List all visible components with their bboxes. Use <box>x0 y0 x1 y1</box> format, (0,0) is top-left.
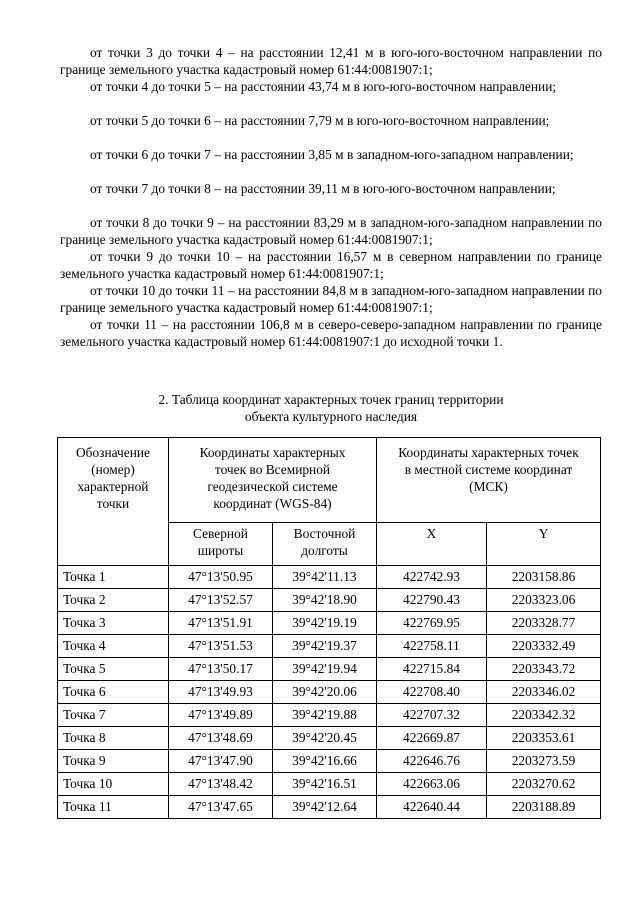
x-cell: 422640.44 <box>377 796 487 819</box>
y-cell: 2203342.32 <box>487 704 601 727</box>
y-cell: 2203273.59 <box>487 750 601 773</box>
point-name: Точка 4 <box>58 635 169 658</box>
longitude-cell: 39°42'20.45 <box>273 727 377 750</box>
y-cell: 2203323.06 <box>487 589 601 612</box>
table-caption-line: объекта культурного наследия <box>244 409 418 424</box>
header-text: широты <box>197 543 244 558</box>
point-name: Точка 8 <box>58 727 169 750</box>
point-name: Точка 6 <box>58 681 169 704</box>
y-cell: 2203328.77 <box>487 612 601 635</box>
table-header-row <box>58 438 601 523</box>
point-name: Точка 11 <box>58 796 169 819</box>
longitude-cell: 39°42'18.90 <box>273 589 377 612</box>
x-cell: 422707.32 <box>377 704 487 727</box>
point-name: Точка 10 <box>58 773 169 796</box>
longitude-cell: 39°42'19.19 <box>273 612 377 635</box>
table-row <box>58 681 601 704</box>
x-cell: 422758.11 <box>377 635 487 658</box>
longitude-cell: 39°42'20.06 <box>273 681 377 704</box>
table-row <box>58 589 601 612</box>
table-row <box>58 750 601 773</box>
table-row <box>58 658 601 681</box>
longitude-cell: 39°42'19.37 <box>273 635 377 658</box>
longitude-cell: 39°42'19.88 <box>273 704 377 727</box>
y-cell: 2203158.86 <box>487 566 601 589</box>
x-cell: 422669.87 <box>377 727 487 750</box>
header-text: характерной <box>77 479 149 494</box>
paragraph-segment-3-4: от точки 3 до точки 4 – на расстоянии 12,41 м в юго-юго-восточном направлении по границе земельного участка кадастровый номер 61:44:0081907:1; <box>60 45 602 77</box>
x-cell: 422715.84 <box>377 658 487 681</box>
point-name: Точка 1 <box>58 566 169 589</box>
header-text: в местной системе координат <box>404 462 573 477</box>
table-row <box>58 773 601 796</box>
header-text: Обозначение <box>76 445 150 460</box>
paragraph-segment-4-5: от точки 4 до точки 5 – на расстоянии 43,74 м в юго-юго-восточном направлении; <box>90 79 557 94</box>
latitude-cell: 47°13'48.42 <box>169 773 273 796</box>
header-text: Координаты характерных точек <box>398 445 579 460</box>
latitude-cell: 47°13'47.90 <box>169 750 273 773</box>
table-row <box>58 727 601 750</box>
header-msk <box>377 438 601 523</box>
paragraph-segment-5-6: от точки 5 до точки 6 – на расстоянии 7,79 м в юго-юго-восточном направлении; <box>90 113 550 128</box>
paragraph-segment-10-11: от точки 10 до точки 11 – на расстоянии 84,8 м в западном-юго-западном направлении по границе земельного участка кадастровый номер 61:44:0081907:1; <box>60 283 602 315</box>
header-text: координат (WGS-84) <box>213 496 332 511</box>
latitude-cell: 47°13'50.95 <box>169 566 273 589</box>
paragraph-segment-8-9: от точки 8 до точки 9 – на расстоянии 83,29 м в западном-юго-западном направлении по границе земельного участка кадастровый номер 61:44:0081907:1; <box>60 215 602 247</box>
point-name: Точка 9 <box>58 750 169 773</box>
paragraph-segment-9-10: от точки 9 до точки 10 – на расстоянии 16,57 м в северном направлении по границе земельного участка кадастровый номер 61:44:0081907:1; <box>60 249 602 281</box>
table-row <box>58 566 601 589</box>
header-designation <box>58 438 169 566</box>
table-row <box>58 796 601 819</box>
header-text: Восточной <box>293 526 356 541</box>
longitude-cell: 39°42'16.66 <box>273 750 377 773</box>
latitude-cell: 47°13'52.57 <box>169 589 273 612</box>
header-x: X <box>377 523 487 566</box>
y-cell: 2203346.02 <box>487 681 601 704</box>
latitude-cell: 47°13'47.65 <box>169 796 273 819</box>
table-caption-line: 2. Таблица координат характерных точек границ территории <box>158 392 504 407</box>
table-body <box>58 566 601 819</box>
longitude-cell: 39°42'19.94 <box>273 658 377 681</box>
header-text: Координаты характерных <box>199 445 346 460</box>
longitude-cell: 39°42'11.13 <box>273 566 377 589</box>
header-text: точки <box>96 496 130 511</box>
longitude-cell: 39°42'16.51 <box>273 773 377 796</box>
longitude-cell: 39°42'12.64 <box>273 796 377 819</box>
x-cell: 422742.93 <box>377 566 487 589</box>
x-cell: 422769.95 <box>377 612 487 635</box>
y-cell: 2203343.72 <box>487 658 601 681</box>
x-cell: 422646.76 <box>377 750 487 773</box>
header-text: долготы <box>301 543 348 558</box>
coordinates-table <box>57 437 601 819</box>
table-row <box>58 635 601 658</box>
table-row <box>58 612 601 635</box>
y-cell: 2203353.61 <box>487 727 601 750</box>
header-text: точек во Всемирной <box>214 462 331 477</box>
paragraph-segment-6-7: от точки 6 до точки 7 – на расстоянии 3,85 м в западном-юго-западном направлении; <box>90 147 574 162</box>
header-wgs84 <box>169 438 377 523</box>
latitude-cell: 47°13'51.91 <box>169 612 273 635</box>
header-text: (номер) <box>91 462 135 477</box>
latitude-cell: 47°13'48.69 <box>169 727 273 750</box>
header-north-latitude <box>169 523 273 566</box>
table-caption <box>60 391 602 425</box>
latitude-cell: 47°13'51.53 <box>169 635 273 658</box>
point-name: Точка 5 <box>58 658 169 681</box>
table-row <box>58 704 601 727</box>
x-cell: 422708.40 <box>377 681 487 704</box>
paragraph-segment-11-1: от точки 11 – на расстоянии 106,8 м в северо-северо-западном направлении по границе земельного участка кадастровый номер 61:44:0081907:1 до исходной точки 1. <box>60 317 602 349</box>
point-name: Точка 2 <box>58 589 169 612</box>
y-cell: 2203332.49 <box>487 635 601 658</box>
point-name: Точка 7 <box>58 704 169 727</box>
x-cell: 422663.06 <box>377 773 487 796</box>
latitude-cell: 47°13'50.17 <box>169 658 273 681</box>
header-y: Y <box>487 523 601 566</box>
x-cell: 422790.43 <box>377 589 487 612</box>
header-text: (МСК) <box>469 479 508 494</box>
latitude-cell: 47°13'49.93 <box>169 681 273 704</box>
header-text: геодезической системе <box>207 479 338 494</box>
y-cell: 2203270.62 <box>487 773 601 796</box>
header-east-longitude <box>273 523 377 566</box>
latitude-cell: 47°13'49.89 <box>169 704 273 727</box>
header-text: Северной <box>193 526 248 541</box>
point-name: Точка 3 <box>58 612 169 635</box>
paragraph-segment-7-8: от точки 7 до точки 8 – на расстоянии 39,11 м в юго-юго-восточном направлении; <box>90 181 556 196</box>
y-cell: 2203188.89 <box>487 796 601 819</box>
